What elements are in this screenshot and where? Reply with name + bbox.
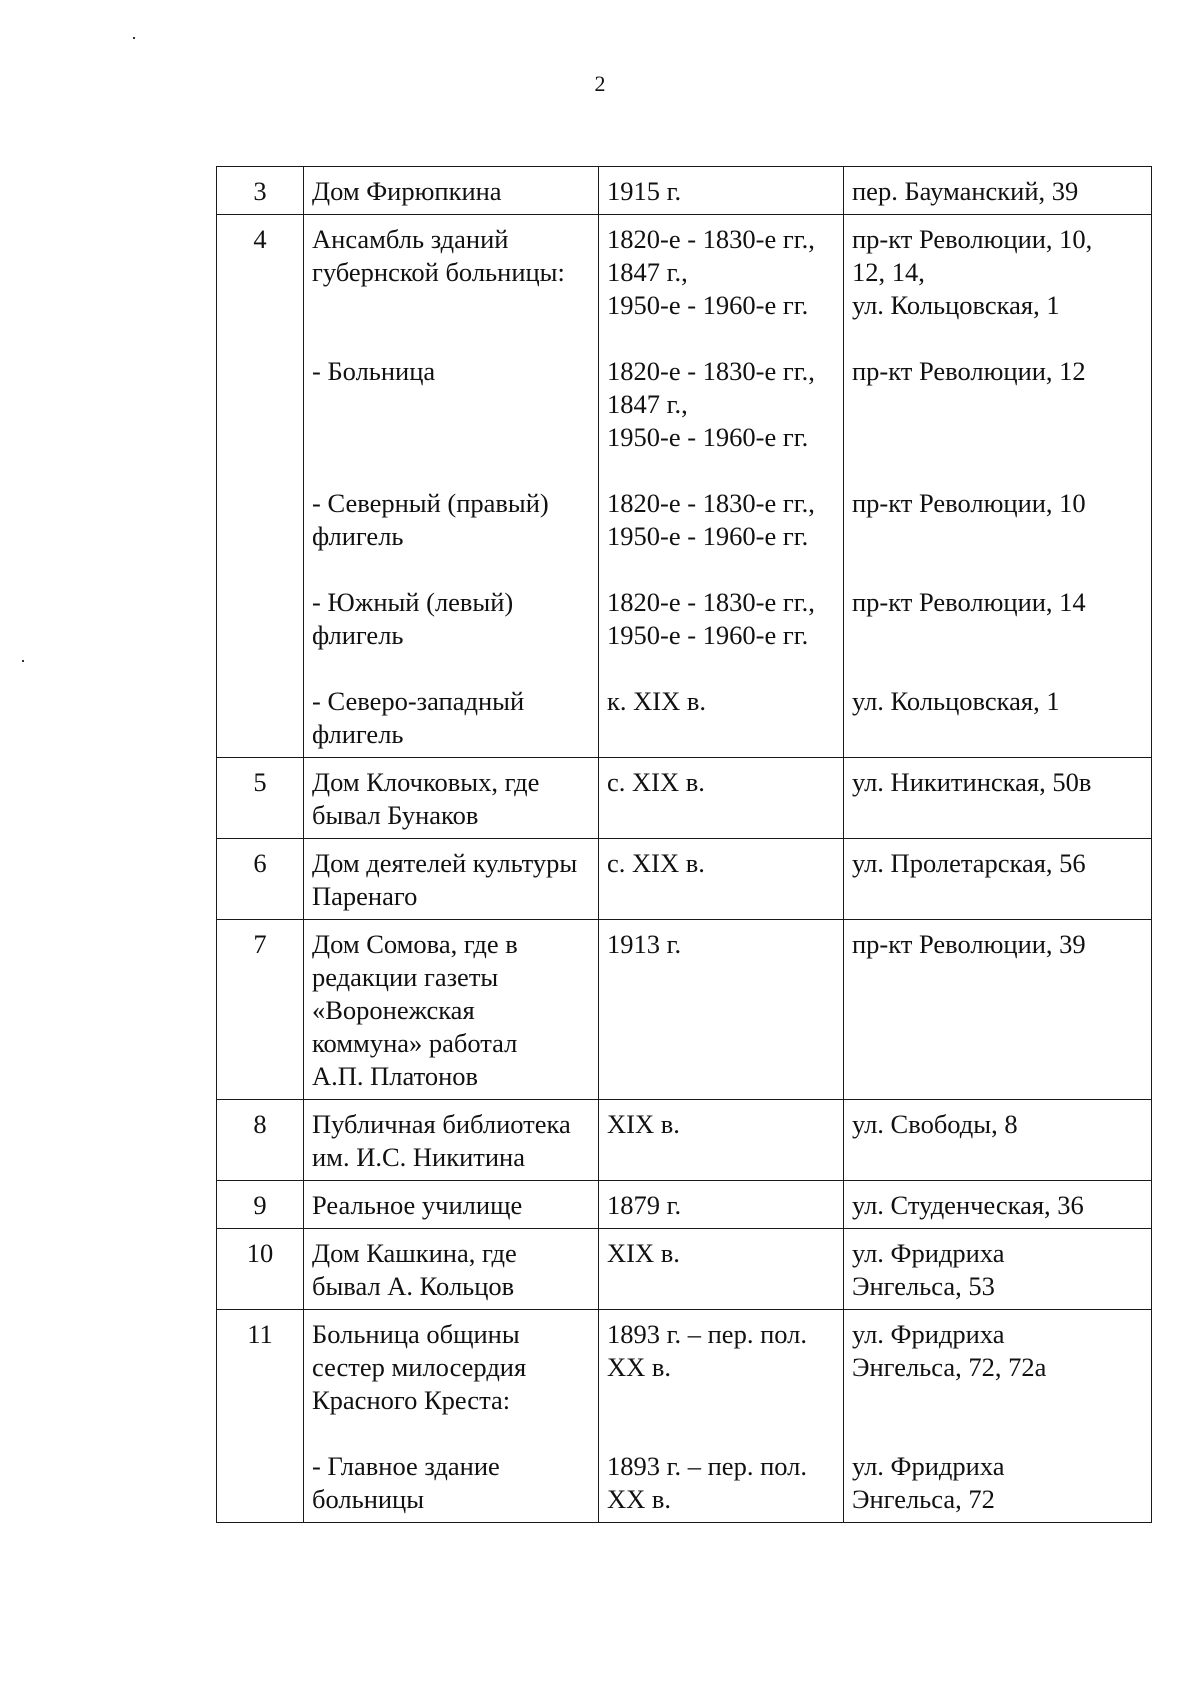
entry-spacer (852, 454, 1143, 487)
object-name: Реальное училище (312, 1190, 523, 1220)
object-address: ул. Свободы, 8 (852, 1109, 1018, 1139)
entry-spacer (607, 652, 835, 685)
object-address: пр-кт Революции, 10, 12, 14, ул. Кольцовская, 1 (852, 224, 1093, 320)
object-name: - Южный (левый) флигель (312, 587, 514, 650)
object-address: ул. Фридриха Энгельса, 72 (852, 1451, 1005, 1514)
object-date-cell (599, 1310, 844, 1523)
object-date: XIX в. (607, 1238, 680, 1268)
object-name-cell (304, 167, 599, 215)
object-name-cell (304, 839, 599, 920)
object-address-cell (844, 758, 1152, 839)
row-number: 10 (217, 1229, 304, 1310)
row-number: 7 (217, 920, 304, 1100)
scan-speck (22, 660, 24, 662)
object-date: с. XIX в. (607, 767, 705, 797)
object-address-cell (844, 1181, 1152, 1229)
scan-speck (133, 37, 135, 39)
table-row (217, 758, 1152, 839)
object-name: Дом Фирюпкина (312, 176, 502, 206)
object-name: Дом Кашкина, где бывал А. Кольцов (312, 1238, 517, 1301)
object-name-cell (304, 1229, 599, 1310)
object-date: 1893 г. – пер. пол. XX в. (607, 1319, 808, 1382)
object-address: ул. Фридриха Энгельса, 72, 72а (852, 1319, 1047, 1382)
row-number: 3 (217, 167, 304, 215)
object-name-cell (304, 1310, 599, 1523)
object-date: 1893 г. – пер. пол. XX в. (607, 1451, 808, 1514)
object-date: 1820-е - 1830-е гг., 1847 г., 1950-е - 1960-е гг. (607, 224, 815, 320)
entry-spacer (852, 553, 1143, 586)
object-name-cell (304, 1181, 599, 1229)
entry-spacer (607, 454, 835, 487)
object-address: пр-кт Революции, 12 (852, 356, 1086, 386)
object-address-cell (844, 839, 1152, 920)
table-row (217, 1310, 1152, 1523)
object-date-cell (599, 1181, 844, 1229)
object-name: Дом деятелей культуры Паренаго (312, 848, 578, 911)
entry-spacer (852, 322, 1143, 355)
object-date: 1820-е - 1830-е гг., 1950-е - 1960-е гг. (607, 587, 815, 650)
object-address-cell (844, 1100, 1152, 1181)
entry-spacer (312, 652, 590, 685)
object-date-cell (599, 920, 844, 1100)
object-address-cell (844, 215, 1152, 758)
entry-spacer (312, 322, 590, 355)
page-number: 2 (594, 71, 606, 96)
object-address: ул. Пролетарская, 56 (852, 848, 1086, 878)
table-row (217, 167, 1152, 215)
object-address-cell (844, 167, 1152, 215)
object-name: Ансамбль зданий губернской больницы: (312, 224, 565, 287)
table-row (217, 1100, 1152, 1181)
object-date-cell (599, 215, 844, 758)
object-date-cell (599, 1100, 844, 1181)
object-name: Публичная библиотека им. И.С. Никитина (312, 1109, 571, 1172)
table-row (217, 920, 1152, 1100)
entry-spacer (607, 322, 835, 355)
entry-spacer (852, 1417, 1143, 1450)
object-name-cell (304, 215, 599, 758)
object-address: ул. Никитинская, 50в (852, 767, 1092, 797)
object-name: Больница общины сестер милосердия Красного Креста: (312, 1319, 527, 1415)
object-address-cell (844, 1310, 1152, 1523)
heritage-objects-table (216, 166, 1152, 1523)
object-date-cell (599, 1229, 844, 1310)
table-row (217, 839, 1152, 920)
entry-spacer (312, 454, 590, 487)
object-name: Дом Клочковых, где бывал Бунаков (312, 767, 540, 830)
table-row (217, 215, 1152, 758)
object-address: пр-кт Революции, 14 (852, 587, 1086, 617)
object-address: пр-кт Революции, 39 (852, 929, 1086, 959)
table-row (217, 1229, 1152, 1310)
object-name-cell (304, 758, 599, 839)
object-name: Дом Сомова, где в редакции газеты «Воронежская коммуна» работал А.П. Платонов (312, 929, 518, 1091)
object-date: к. XIX в. (607, 686, 706, 716)
object-address: ул. Фридриха Энгельса, 53 (852, 1238, 1005, 1301)
object-address-cell (844, 1229, 1152, 1310)
row-number: 11 (217, 1310, 304, 1523)
object-date-cell (599, 167, 844, 215)
object-date: 1913 г. (607, 929, 682, 959)
object-name: - Северный (правый) флигель (312, 488, 549, 551)
object-date: 1879 г. (607, 1190, 682, 1220)
row-number: 6 (217, 839, 304, 920)
object-name-cell (304, 1100, 599, 1181)
object-address: пер. Бауманский, 39 (852, 176, 1079, 206)
object-date-cell (599, 839, 844, 920)
object-date: XIX в. (607, 1109, 680, 1139)
object-date: 1820-е - 1830-е гг., 1950-е - 1960-е гг. (607, 488, 815, 551)
entry-spacer (607, 1417, 835, 1450)
object-name-cell (304, 920, 599, 1100)
object-address: ул. Кольцовская, 1 (852, 686, 1060, 716)
object-name: - Главное здание больницы (312, 1451, 500, 1514)
object-address-cell (844, 920, 1152, 1100)
table-row (217, 1181, 1152, 1229)
entry-spacer (312, 1417, 590, 1450)
table-body (217, 167, 1152, 1523)
object-date: 1915 г. (607, 176, 682, 206)
object-date-cell (599, 758, 844, 839)
object-date: с. XIX в. (607, 848, 705, 878)
row-number: 8 (217, 1100, 304, 1181)
row-number: 4 (217, 215, 304, 758)
object-name: - Больница (312, 356, 436, 386)
row-number: 9 (217, 1181, 304, 1229)
object-name: - Северо-западный флигель (312, 686, 525, 749)
row-number: 5 (217, 758, 304, 839)
entry-spacer (312, 553, 590, 586)
entry-spacer (852, 652, 1143, 685)
object-date: 1820-е - 1830-е гг., 1847 г., 1950-е - 1960-е гг. (607, 356, 815, 452)
object-address: ул. Студенческая, 36 (852, 1190, 1084, 1220)
object-address: пр-кт Революции, 10 (852, 488, 1086, 518)
entry-spacer (607, 553, 835, 586)
